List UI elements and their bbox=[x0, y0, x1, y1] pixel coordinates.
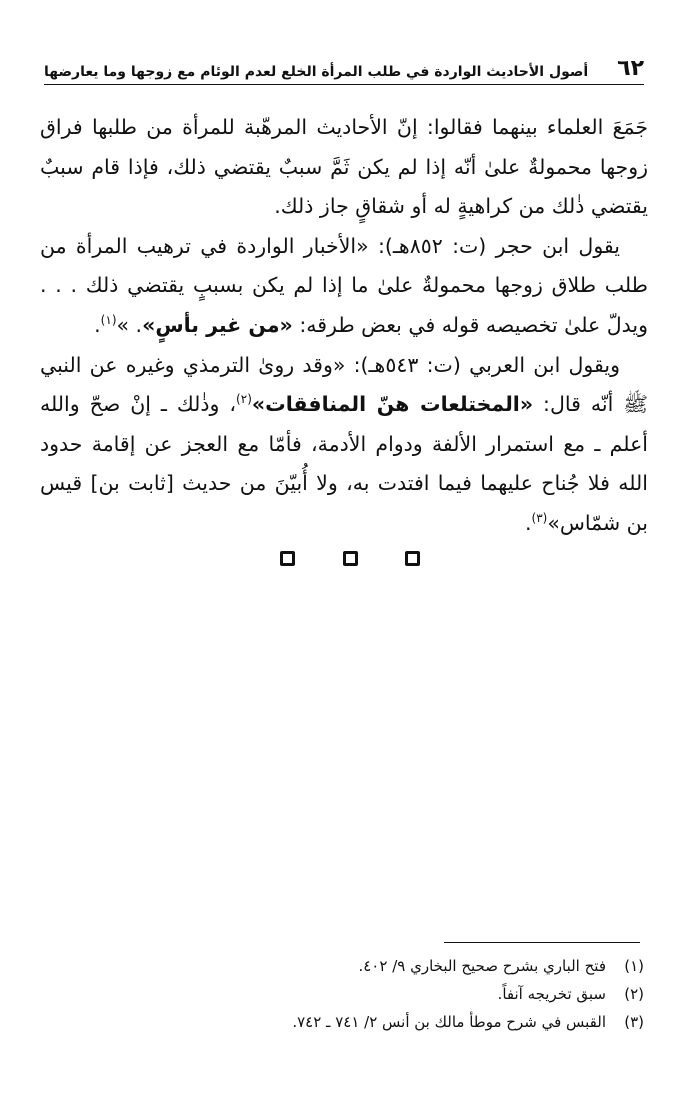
running-title: أصول الأحاديث الواردة في طلب المرأة الخلع لعدم الوئام مع زوجها وما يعارضها bbox=[44, 64, 589, 80]
footnote-2 bbox=[44, 980, 644, 1008]
paragraph-3-text: ويقول ابن العربي (ت: ٥٤٣هـ): «وقد روىٰ الترمذي وغيره عن النبي ﷺ أنّه قال: bbox=[40, 352, 648, 417]
footnote-number: (٣) bbox=[624, 1013, 644, 1031]
footnote-number: (٢) bbox=[624, 985, 644, 1003]
ornament-square-icon bbox=[405, 551, 420, 566]
paragraph-1 bbox=[40, 108, 648, 227]
footnote-text: فتح الباري بشرح صحيح البخاري ٩/ ٤٠٢. bbox=[358, 957, 606, 975]
footnote-ref-2[interactable]: (٢) bbox=[236, 392, 252, 407]
paragraph-3-end: . bbox=[524, 510, 532, 535]
footnote-number: (١) bbox=[624, 957, 644, 975]
ornament-square-icon bbox=[343, 551, 358, 566]
page-header bbox=[44, 52, 644, 82]
footnote-rule bbox=[444, 942, 640, 943]
footnote-1 bbox=[44, 952, 644, 980]
paragraph-3 bbox=[40, 346, 648, 544]
paragraph-1-text: جَمَعَ العلماء بينهما فقالوا: إنّ الأحاديث المرهّبة للمرأة من طلبها فراق زوجها محمولةٌ علىٰ أنّه إذا لم يكن ثَمَّ سببٌ يقتضي ذلك، فإذا قام سببٌ يقتضي ذٰلك من كراهيةٍ له أو شقاقٍ جاز ذلك. bbox=[40, 115, 648, 219]
paragraph-3-mid: ، وذٰلك ـ إنْ صحّ والله أعلم ـ مع استمرار الألفة ودوام الأدمة، فأمّا مع العجز عن إقامة حدود الله فلا جُناح عليهما فيما افتدت به، ولا أُبيّنَ من حديث [ثابت بن] قيس بن شمّاس» bbox=[40, 392, 648, 535]
header-rule bbox=[44, 84, 644, 85]
footnote-ref-1[interactable]: (١) bbox=[100, 313, 117, 328]
ornament-square-icon bbox=[280, 551, 295, 566]
main-text bbox=[40, 108, 648, 544]
quote-bold: «من غير بأسٍ» bbox=[142, 312, 293, 337]
footnote-text: سبق تخريجه آنفاً. bbox=[497, 985, 606, 1003]
footnote-3 bbox=[44, 1008, 644, 1036]
paragraph-2-end: . bbox=[94, 312, 101, 337]
paragraph-2 bbox=[40, 227, 648, 346]
quote-close: . » bbox=[116, 312, 143, 337]
hadith-bold: «المختلعات هنّ المنافقات» bbox=[251, 392, 534, 417]
footnote-text: القبس في شرح موطأ مالك بن أنس ٢/ ٧٤١ ـ ٧٤٢. bbox=[292, 1013, 606, 1031]
section-ornament bbox=[280, 546, 420, 570]
footnotes bbox=[44, 952, 644, 1036]
paragraph-2-text: يقول ابن حجر (ت: ٨٥٢هـ): «الأخبار الواردة في ترهيب المرأة من طلب طلاق زوجها محمولةٌ علىٰ ما إذا لم يكن بسببٍ يقتضي ذلك . . . ويدلّ علىٰ تخصيصه قوله في بعض طرقه: bbox=[40, 233, 648, 337]
footnote-ref-3[interactable]: (٣) bbox=[531, 511, 548, 526]
page-number: ٦٢ bbox=[617, 56, 644, 81]
